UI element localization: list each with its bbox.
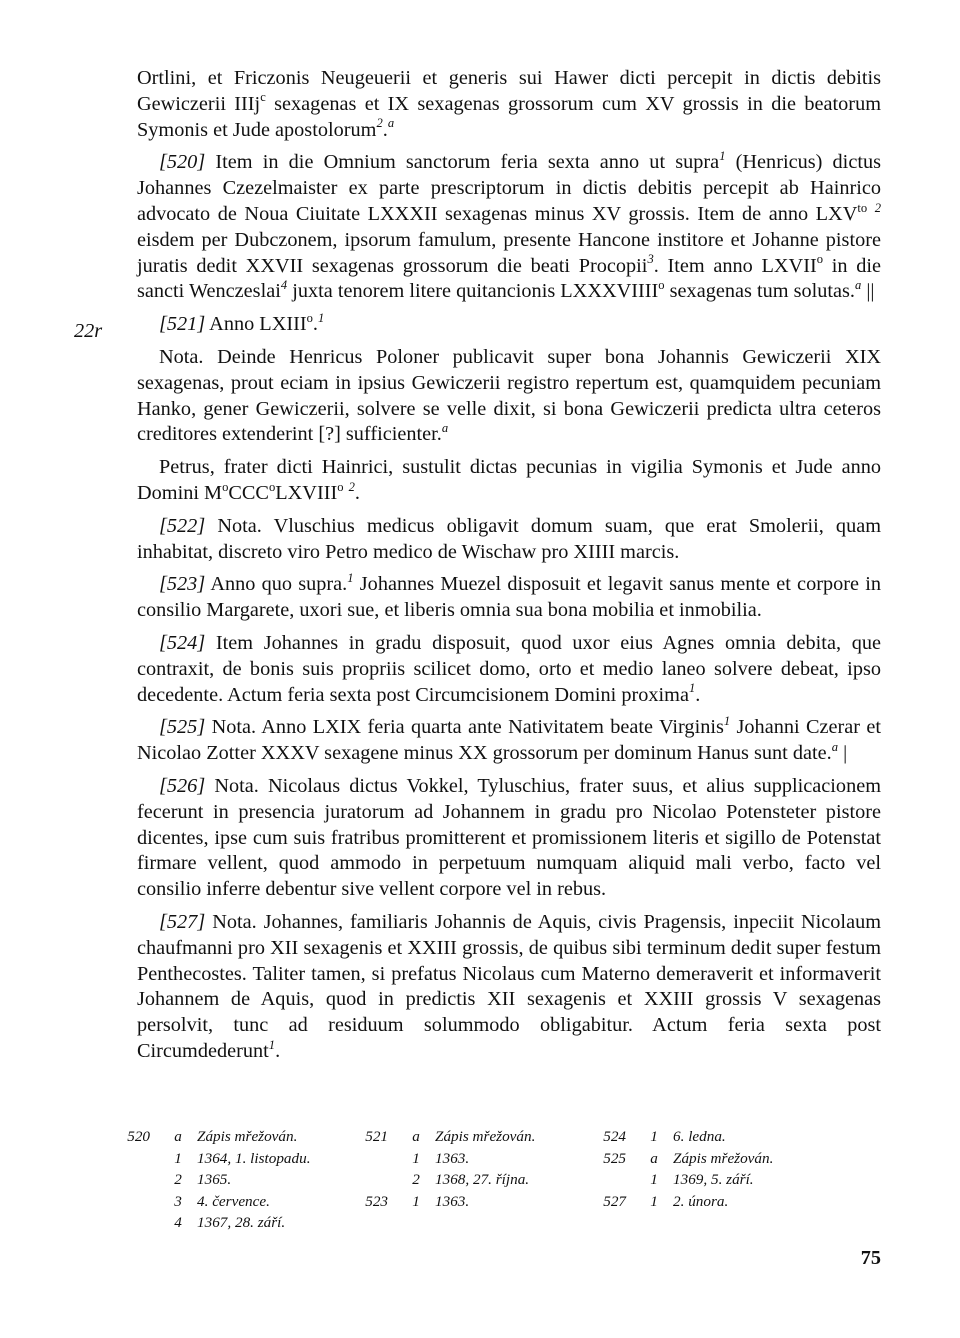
paragraph: [527] Nota. Johannes, familiaris Johannis de Aquis, civis Pragensis, inpeciit Nicolaum chaufmanni pro XII sexagenis et XXIII grossis, de quibus sibi terminum dedit super festum Penthecostes. Taliter tamen, si prefatus Nicolaus cum Materno demeraverit et informaverit Johannem de Aquis, quod in predictis XII sexagenis et XXIII grossis V sexagenas persolvit, tunc ad residuum solummodo obligabitur. Actum feria sexta post Circumdederunt$^1$. <box>137 910 881 1062</box>
footnote-mark: a <box>412 1128 420 1145</box>
footnote-entry-number <box>354 1169 401 1191</box>
footnote-row <box>116 1212 876 1234</box>
footnote-mark: 1 <box>412 1192 420 1210</box>
footnote-mark <box>639 1212 669 1234</box>
footnotes <box>116 1126 876 1234</box>
footnote-entry-number: 521 <box>365 1128 388 1145</box>
footnote-entry-number: 525 <box>603 1149 626 1167</box>
main-text <box>137 66 881 1065</box>
footnote-text: 1365. <box>197 1171 232 1188</box>
footnote-mark: 1 <box>412 1149 420 1167</box>
paragraph: Nota. Deinde Henricus Poloner publicavit super bona Johannis Gewiczerii XIX sexagenas, prout eciam in ipsius Gewiczerii registro repertum est, quamquidem pecuniam Hanko, gener Gewiczerii, solvere se velle dixit, si bona Gewiczerii predicta ultra ceteros creditores extenderint [?] sufficienter.$^a$ <box>137 345 881 446</box>
paragraph: [521] Anno LXIII$^o$.$^1$ <box>159 310 325 336</box>
paragraph: [526] Nota. Nicolaus dictus Vokkel, Tyluschius, frater suus, et alius supplicacionem fecerunt in presencia juratorum ad Johannem in gradu pro Nicolao Potensteter pistore dicentes, ipse cum suis fratribus promitterent et promissionem literis et sigillo de Potenstat firmare vellent, quod ammodo in perpetuum numquam aliquid mali verbo, facto vel consilio inferre debentur sive vellent corpore vel in rebus. <box>137 774 881 901</box>
footnote-entry-number <box>116 1191 163 1213</box>
footnote-text: 1363. <box>435 1192 470 1210</box>
folio-margin-note: 22r <box>74 320 103 342</box>
footnote-text: 1368, 27. října. <box>435 1171 530 1188</box>
footnote-row <box>116 1191 876 1213</box>
paragraph: Petrus, frater dicti Hainrici, sustulit dictas pecunias in vigilia Symonis et Jude anno Domini $M^oCCC^oLXVIII^o$ $^2$. <box>137 456 881 504</box>
footnote-row <box>116 1169 876 1191</box>
paragraph: Ortlini, et Friczonis Neugeuerii et generis sui Hawer dicti percepit in dictis debitis Gewiczerii IIIj$^c$ sexagenas et IX sexagenas grossorum cum XV grossis in die beatorum Symonis et Jude apostolorum$^2$.$^a$ <box>137 67 881 141</box>
footnote-text: Zápis mřežován. <box>197 1128 298 1145</box>
footnote-mark: 3 <box>174 1192 182 1210</box>
footnote-text: Zápis mřežován. <box>673 1149 774 1167</box>
footnote-text: Zápis mřežován. <box>435 1128 536 1145</box>
footnote-mark <box>401 1212 431 1234</box>
paragraph: [523] Anno quo supra.$^1$ Johannes Muezel disposuit et legavit sanus mente et corpore in consilio Margarete, uxori sue, et liberis omnia sua bona mobilia et inmobilia. <box>137 570 881 622</box>
paragraph: [522] Nota. Vluschius medicus obligavit domum suam, que erat Smolerii, quam inhabitat, discreto viro Petro medico de Wischaw pro XIIII marcis. <box>137 514 881 563</box>
footnote-entry-number: 523 <box>365 1192 388 1210</box>
footnote-text <box>669 1212 830 1234</box>
footnote-text: 4. července. <box>197 1192 270 1210</box>
footnote-entry-number <box>116 1169 163 1191</box>
footnote-mark: 1 <box>650 1171 658 1188</box>
footnote-mark: 2 <box>412 1171 420 1188</box>
footnote-text: 2. února. <box>673 1192 729 1210</box>
footnote-text: 1363. <box>435 1149 470 1167</box>
footnote-entry-number <box>354 1212 401 1234</box>
footnote-mark: 4 <box>174 1214 182 1231</box>
footnote-entry-number <box>592 1169 639 1191</box>
footnote-mark: a <box>650 1149 658 1167</box>
footnote-entry-number: 524 <box>603 1128 626 1145</box>
footnote-entry-number <box>354 1148 401 1170</box>
footnote-entry-number <box>592 1212 639 1234</box>
footnote-mark: a <box>174 1128 182 1145</box>
footnote-mark: 2 <box>174 1171 182 1188</box>
paragraph: [520] Item in die Omnium sanctorum feria sexta anno ut supra$^1$ (Henricus) dictus Johannes Czezelmaister ex parte prescriptorum in dictis debitis percepit ab Hainrico advocato de Noua Ciuitate LXXXII sexagenas minus XV grossis. Item de anno $LXV^{to}$ $^2$ eisdem per Dubczonem, ipsorum famulum, presente Hancone institore et Johanne pistore juratis dedit XXVII sexagenas grossorum die beati Procopii$^3$. Item anno LXVII$^o$ in die sancti Wenczeslai$^4$ juxta tenorem litere quitancionis LXXXVIIII$^o$ sexagenas tum solutas.$^a$ || <box>137 149 881 303</box>
footnote-mark: 1 <box>174 1149 182 1167</box>
paragraph: [524] Item Johannes in gradu disposuit, quod uxor eius Agnes omnia debita, que contraxit, de bonis suis propriis scilicet domo, orto et medio laneo solvere debeat, ipso decedente. Actum feria sexta post Circumcisionem Domini proxima$^1$. <box>137 631 881 706</box>
footnote-row <box>116 1148 876 1170</box>
footnote-entry-number <box>116 1212 163 1234</box>
footnote-text: 1364, 1. listopadu. <box>197 1149 311 1167</box>
footnote-mark: 1 <box>650 1128 658 1145</box>
footnote-mark: 1 <box>650 1192 658 1210</box>
footnote-text: 6. ledna. <box>673 1128 726 1145</box>
page-number: 75 <box>860 1247 881 1269</box>
footnote-entry-number: 527 <box>603 1192 626 1210</box>
footnote-text <box>431 1212 592 1234</box>
footnote-row <box>116 1126 876 1148</box>
paragraph: [525] Nota. Anno LXIX feria quarta ante Nativitatem beate Virginis$^1$ Johanni Czerar et Nicolao Zotter XXXV sexagene minus XX grossorum per dominum Hanus sunt date.$^a$ | <box>137 713 881 765</box>
footnote-entry-number <box>116 1148 163 1170</box>
footnote-entry-number: 520 <box>127 1128 150 1145</box>
footnote-text: 1369, 5. září. <box>673 1171 754 1188</box>
footnote-text: 1367, 28. září. <box>197 1214 286 1231</box>
